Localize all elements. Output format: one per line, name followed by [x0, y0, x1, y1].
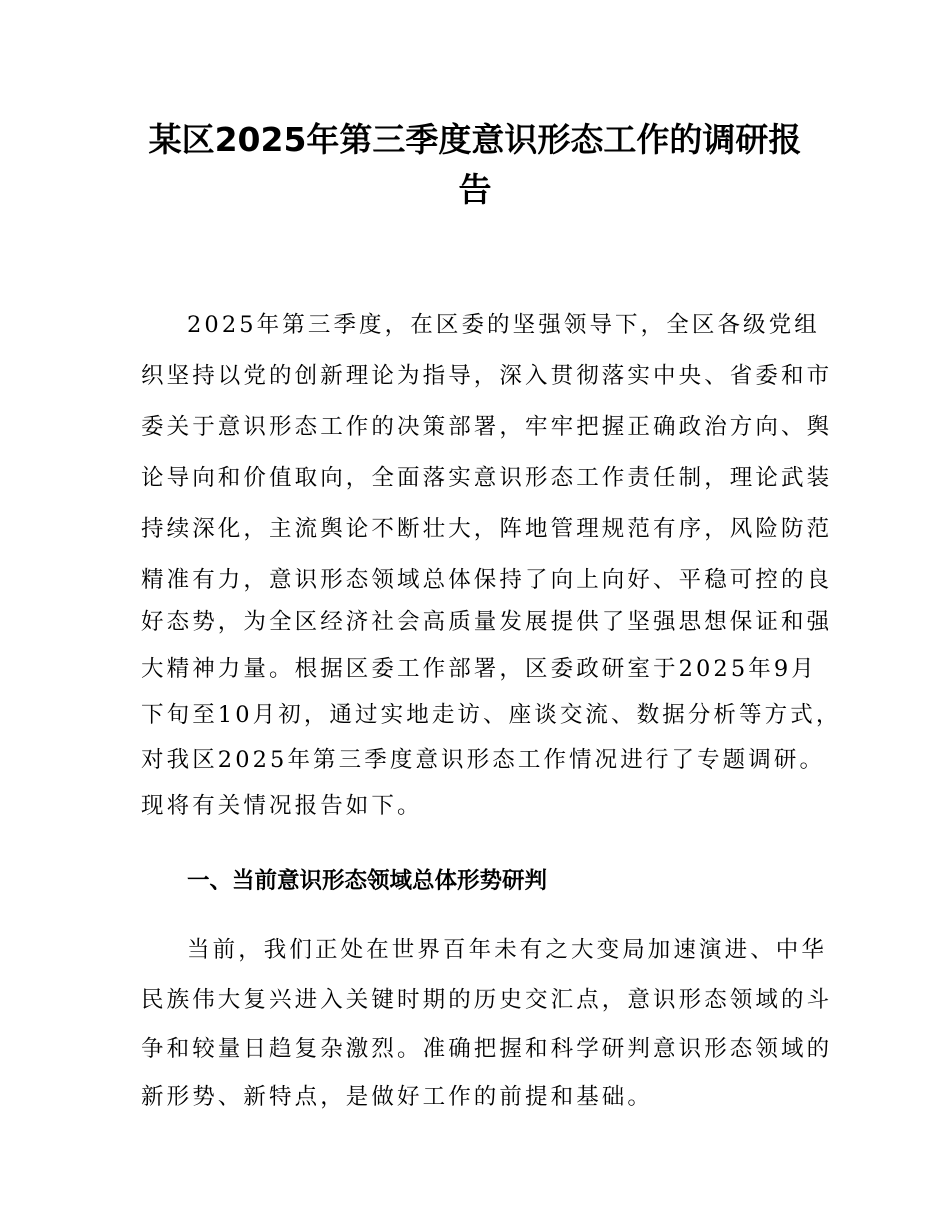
- section-heading: 一、当前意识形态领域总体形势研判: [187, 868, 548, 894]
- paragraph-line: 对我区2025年第三季度意识形态工作情况进行了专题调研。: [141, 747, 826, 773]
- paragraph-line: 委关于意识形态工作的决策部署，牢牢把握正确政治方向、舆: [141, 414, 833, 440]
- paragraph-line: 精准有力，意识形态领域总体保持了向上向好、平稳可控的良: [141, 567, 833, 593]
- paragraph-line: 持续深化，主流舆论不断壮大，阵地管理规范有序，风险防范: [141, 516, 833, 542]
- paragraph-line: 当前，我们正处在世界百年未有之大变局加速演进、中华: [187, 937, 828, 963]
- paragraph-line: 现将有关情况报告如下。: [141, 793, 423, 819]
- paragraph-line: 好态势，为全区经济社会高质量发展提供了坚强思想保证和强: [141, 609, 833, 635]
- title-line-2: 告: [458, 170, 492, 209]
- document-title: [130, 115, 820, 215]
- paragraph-line: 争和较量日趋复杂激烈。准确把握和科学研判意识形态领域的: [141, 1036, 833, 1062]
- title-line-1: 某区2025年第三季度意识形态工作的调研报: [148, 120, 802, 159]
- paragraph-line: 新形势、新特点，是做好工作的前提和基础。: [141, 1084, 654, 1110]
- paragraph-line: 织坚持以党的创新理论为指导，深入贯彻落实中央、省委和市: [141, 363, 833, 389]
- paragraph-line: 2025年第三季度，在区委的坚强领导下，全区各级党组: [187, 312, 820, 338]
- paragraph-line: 论导向和价值取向，全面落实意识形态工作责任制，理论武装: [141, 465, 833, 491]
- paragraph-line: 民族伟大复兴进入关键时期的历史交汇点，意识形态领域的斗: [141, 987, 833, 1013]
- paragraph-line: 下旬至10月初，通过实地走访、座谈交流、数据分析等方式，: [141, 702, 842, 728]
- paragraph-line: 大精神力量。根据区委工作部署，区委政研室于2025年9月: [141, 656, 817, 682]
